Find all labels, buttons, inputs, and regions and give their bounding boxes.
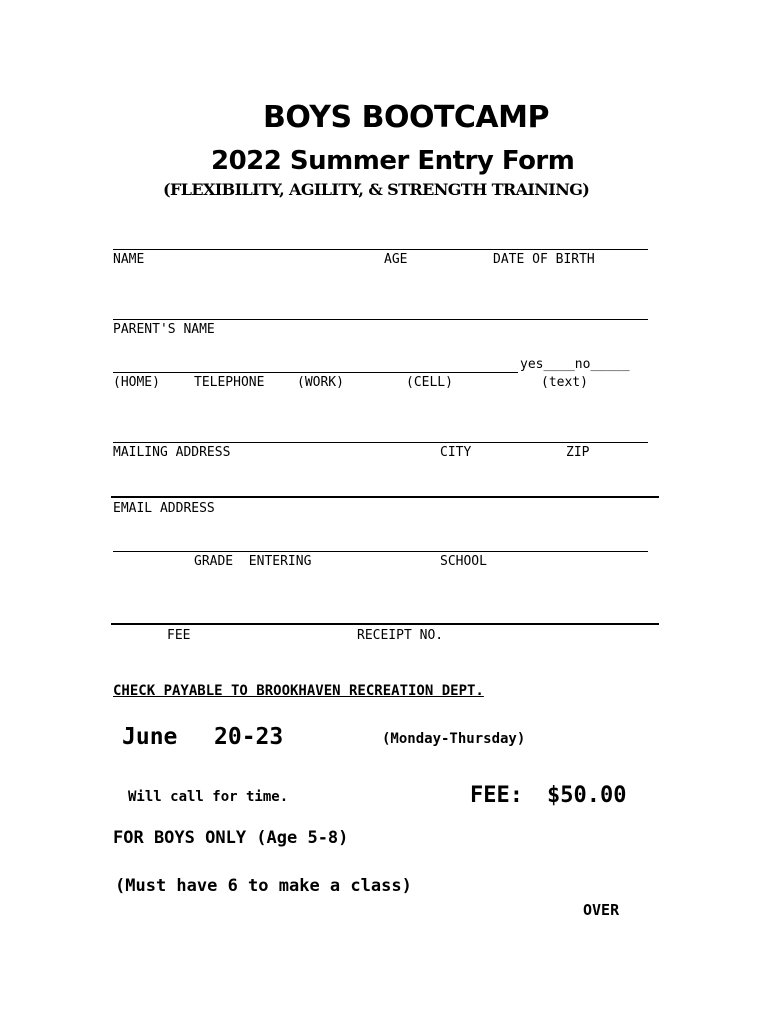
name-label: NAME (113, 252, 145, 267)
text-label: (text) (541, 375, 588, 390)
city-label: CITY (440, 445, 472, 460)
check-payable-text: CHECK PAYABLE TO BROOKHAVEN RECREATION DEPT. (113, 683, 484, 699)
telephone-line[interactable] (113, 372, 518, 373)
fee-amount: $50.00 (547, 783, 627, 808)
must-have-text: (Must have 6 to make a class) (115, 876, 412, 896)
fee-label: FEE (167, 628, 191, 643)
email-label: EMAIL ADDRESS (113, 501, 215, 516)
dob-label: DATE OF BIRTH (493, 252, 595, 267)
grade-entering-label: GRADE ENTERING (194, 554, 312, 569)
dates-month: June (122, 724, 178, 750)
grade-school-line[interactable] (113, 551, 648, 552)
will-call-text: Will call for time. (128, 789, 289, 805)
days-text: (Monday-Thursday) (382, 731, 526, 747)
mailing-address-line[interactable] (113, 442, 648, 443)
parent-name-line[interactable] (113, 319, 648, 320)
receipt-label: RECEIPT NO. (357, 628, 444, 643)
cell-label: (CELL) (406, 375, 453, 390)
yes-no-text[interactable]: yes____no_____ (520, 357, 630, 372)
age-label: AGE (384, 252, 408, 267)
telephone-label: TELEPHONE (194, 375, 265, 390)
fee-label-large: FEE: (470, 783, 523, 808)
email-line[interactable] (111, 496, 659, 498)
parent-name-label: PARENT'S NAME (113, 322, 215, 337)
form-title: BOYS BOOTCAMP (263, 100, 549, 135)
zip-label: ZIP (566, 445, 590, 460)
over-text: OVER (583, 901, 620, 919)
form-subtitle: 2022 Summer Entry Form (211, 146, 575, 176)
fee-receipt-line[interactable] (111, 623, 659, 625)
home-label: (HOME) (113, 375, 160, 390)
mailing-address-label: MAILING ADDRESS (113, 445, 231, 460)
work-label: (WORK) (297, 375, 344, 390)
boys-only-text: FOR BOYS ONLY (Age 5-8) (113, 828, 349, 848)
school-label: SCHOOL (440, 554, 487, 569)
dates-range: 20-23 (214, 724, 284, 750)
form-tagline: (FLEXIBILITY, AGILITY, & STRENGTH TRAINING) (163, 180, 590, 199)
name-line[interactable] (113, 249, 648, 250)
